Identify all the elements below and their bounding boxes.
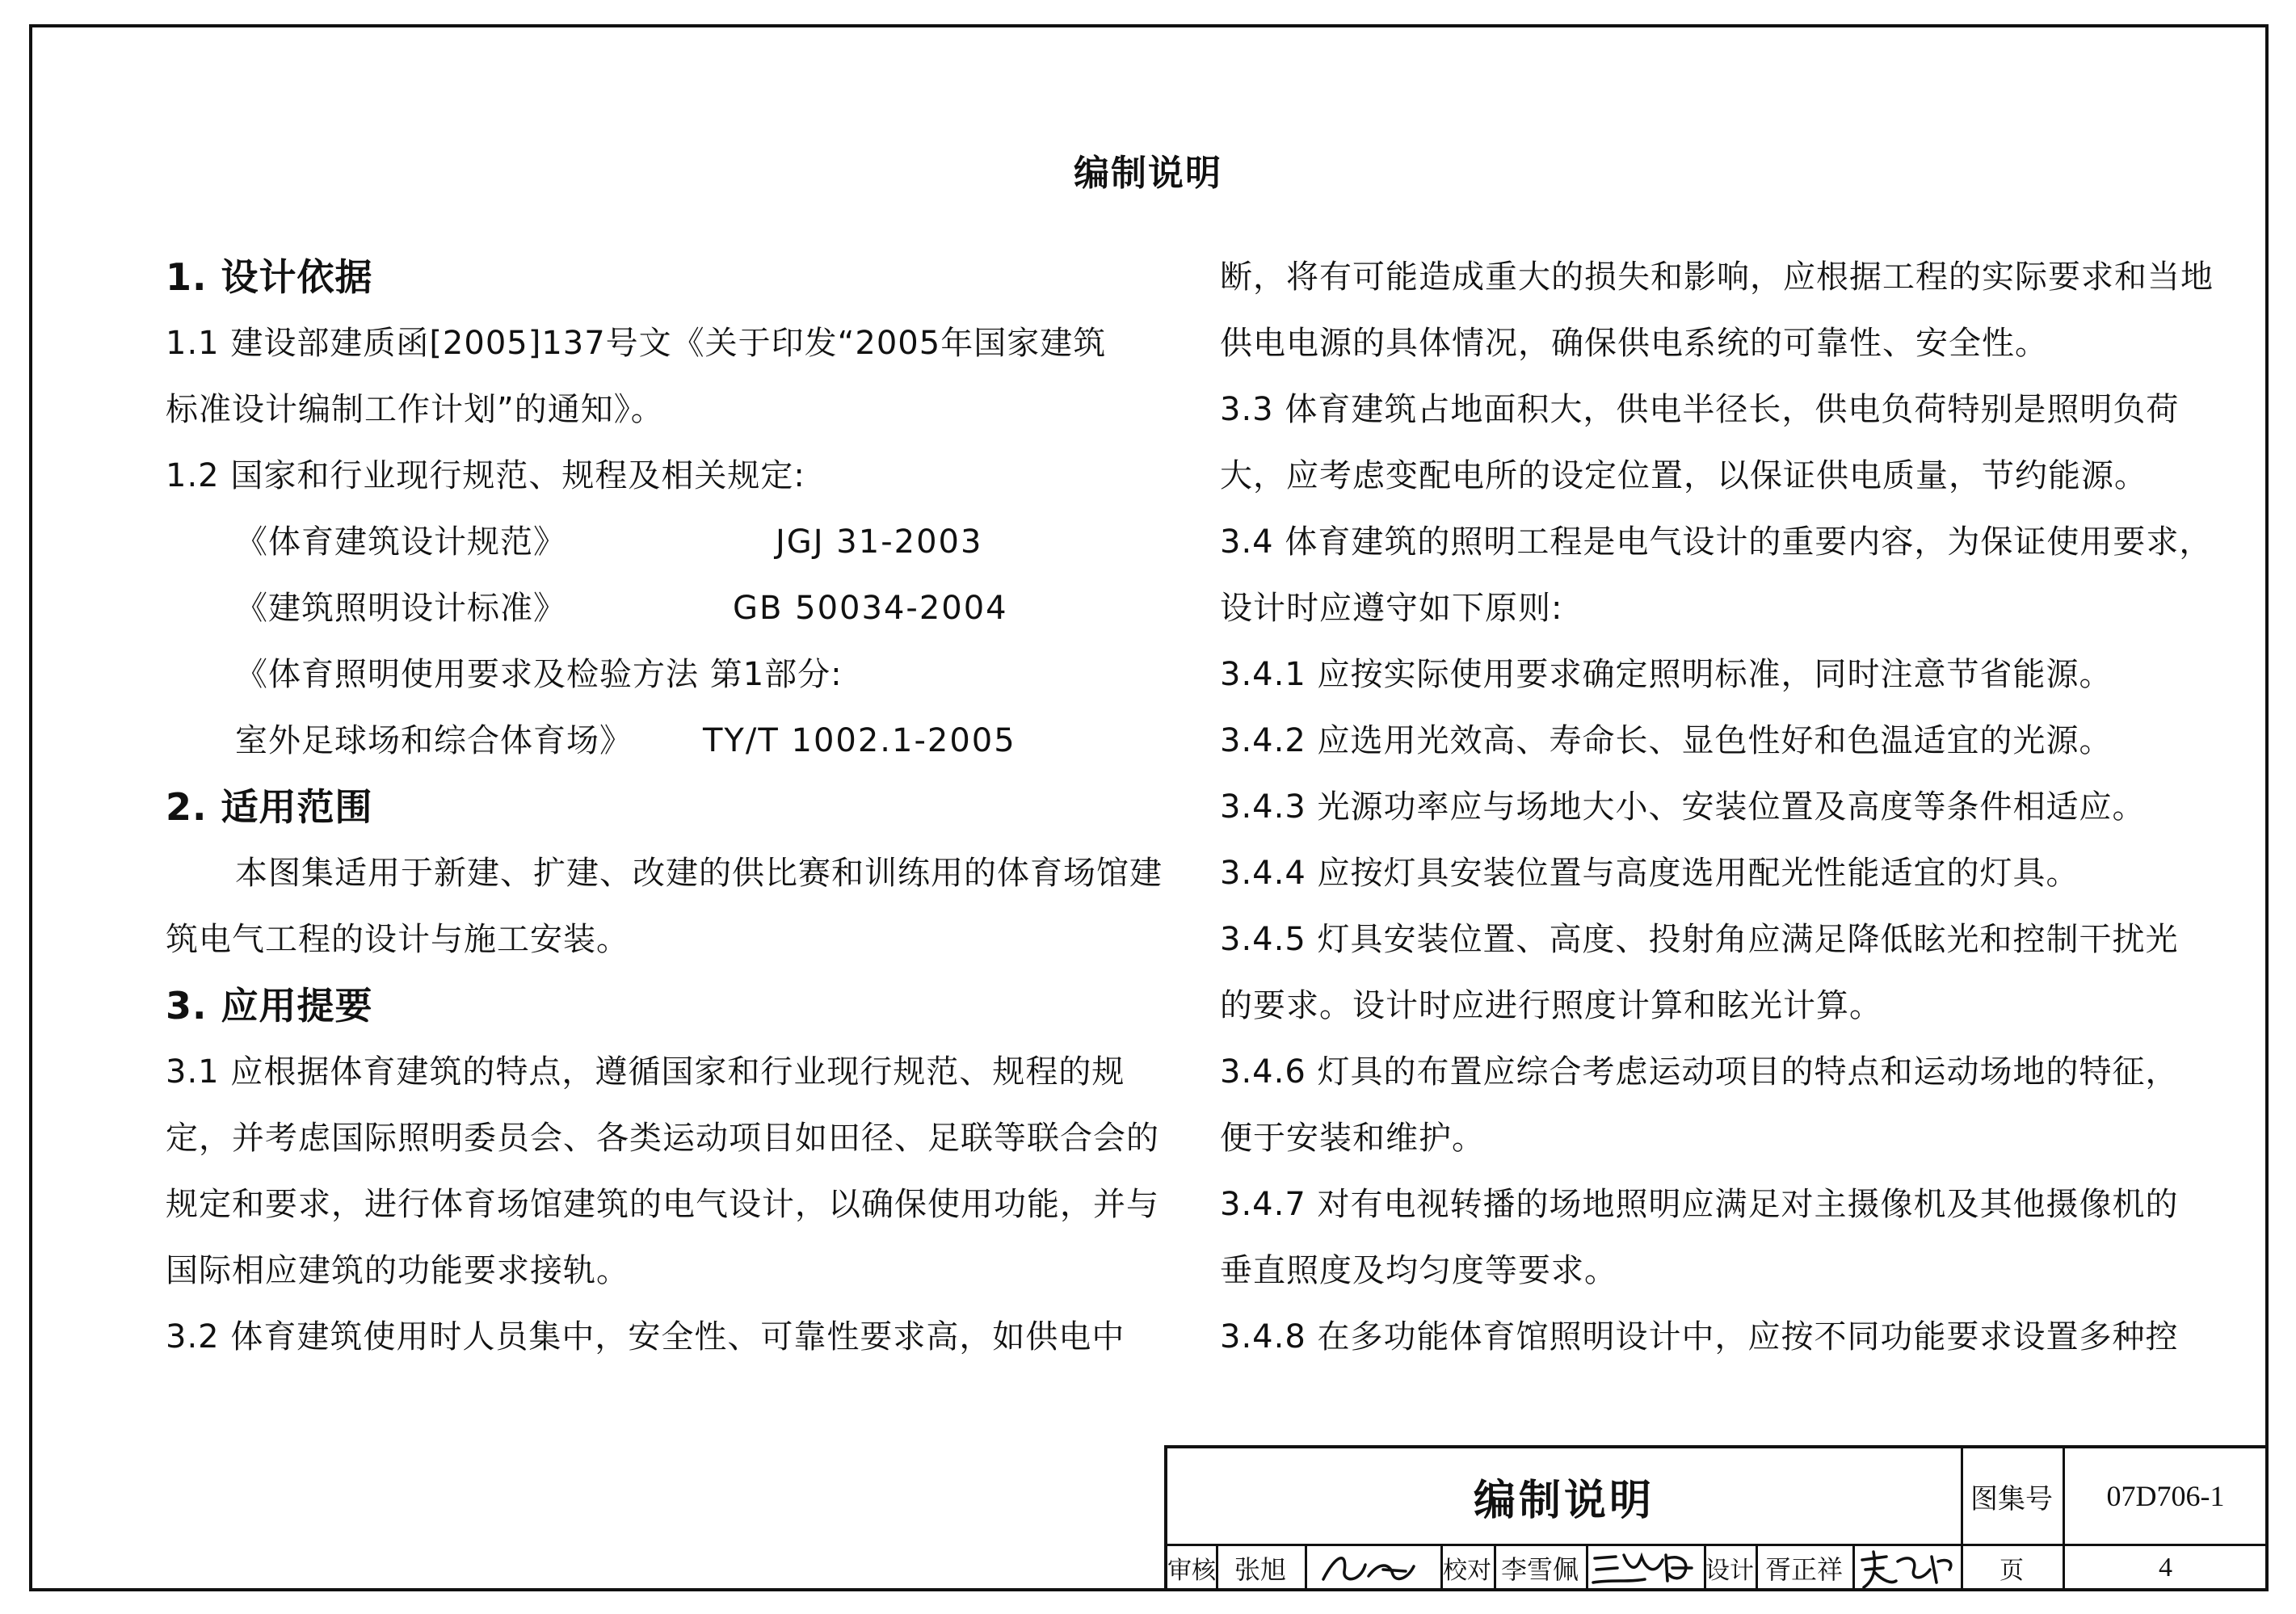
spec-name: 室外足球场和综合体育场》 bbox=[235, 722, 633, 759]
paragraph-line: 设计时应遵守如下原则: bbox=[1220, 590, 1563, 627]
paragraph-line: 3.4.7 对有电视转播的场地照明应满足对主摄像机及其他摄像机的 bbox=[1220, 1186, 2179, 1223]
spec-name: 《体育建筑设计规范》 bbox=[235, 523, 566, 561]
paragraph-line: 3.4.3 光源功率应与场地大小、安装位置及高度等条件相适应。 bbox=[1220, 788, 2146, 826]
paragraph-line: 供电电源的具体情况，确保供电系统的可靠性、安全性。 bbox=[1220, 325, 2048, 362]
paragraph-line: 的要求。设计时应进行照度计算和眩光计算。 bbox=[1220, 987, 1882, 1024]
spec-row bbox=[166, 509, 1087, 575]
section-1-heading: 1. 设计依据 bbox=[166, 255, 373, 299]
paragraph-line: 3.1 应根据体育建筑的特点，遵循国家和行业现行规范、规程的规 bbox=[166, 1053, 1125, 1091]
paragraph-line: 3.4.4 应按灯具安装位置与高度选用配光性能适宜的灯具。 bbox=[1220, 855, 2079, 892]
spec-code: TY/T 1002.1-2005 bbox=[703, 722, 1016, 759]
designer-name: 胥正祥 bbox=[1764, 1553, 1843, 1585]
paragraph-line: 本图集适用于新建、扩建、改建的供比赛和训练用的体育场馆建 bbox=[235, 855, 1163, 892]
paragraph-line: 断，将有可能造成重大的损失和影响，应根据工程的实际要求和当地 bbox=[1220, 258, 2214, 296]
spec-code: JGJ 31-2003 bbox=[776, 523, 983, 561]
paragraph-line: 3.3 体育建筑占地面积大，供电半径长，供电负荷特别是照明负荷 bbox=[1220, 391, 2180, 428]
paragraph-line: 1.2 国家和行业现行规范、规程及相关规定: bbox=[166, 457, 805, 494]
reviewer-name: 张旭 bbox=[1234, 1553, 1286, 1585]
check-label: 校对 bbox=[1443, 1556, 1491, 1585]
right-column bbox=[1220, 244, 2214, 1370]
paragraph-line: 3.4.8 在多功能体育馆照明设计中，应按不同功能要求设置多种控 bbox=[1220, 1318, 2179, 1356]
paragraph-line: 3.4.5 灯具安装位置、高度、投射角应满足降低眩光和控制干扰光 bbox=[1220, 921, 2179, 958]
spec-code: GB 50034-2004 bbox=[733, 590, 1008, 627]
section-2-heading: 2. 适用范围 bbox=[166, 785, 373, 829]
spec-name: 《体育照明使用要求及检验方法 第1部分: bbox=[235, 656, 843, 693]
checker-signature bbox=[1586, 1544, 1704, 1591]
paragraph-line: 筑电气工程的设计与施工安装。 bbox=[166, 921, 629, 958]
section-3-heading: 3. 应用提要 bbox=[166, 984, 373, 1028]
designer-signature bbox=[1852, 1544, 1961, 1591]
paragraph-line: 3.4.2 应选用光效高、寿命长、显色性好和色温适宜的光源。 bbox=[1220, 722, 2113, 759]
paragraph-line: 定，并考虑国际照明委员会、各类运动项目如田径、足联等联合会的 bbox=[166, 1120, 1159, 1157]
atlas-no-label: 图集号 bbox=[1970, 1482, 2053, 1515]
spec-row bbox=[166, 708, 1087, 774]
paragraph-line: 国际相应建筑的功能要求接轨。 bbox=[166, 1252, 629, 1289]
handwritten-signature bbox=[1312, 1547, 1433, 1589]
title-block bbox=[1164, 1445, 2265, 1588]
spec-name: 《建筑照明设计标准》 bbox=[235, 590, 566, 627]
page-title: 编制说明 bbox=[1074, 153, 1222, 194]
page-number: 4 bbox=[2159, 1552, 2172, 1582]
checker-name: 李雪佩 bbox=[1500, 1553, 1579, 1585]
paragraph-line: 垂直照度及均匀度等要求。 bbox=[1220, 1252, 1617, 1289]
reviewer-signature bbox=[1305, 1544, 1440, 1591]
paragraph-line: 大，应考虑变配电所的设定位置，以保证供电质量，节约能源。 bbox=[1220, 457, 2147, 494]
paragraph-line: 规定和要求，进行体育场馆建筑的电气设计，以确保使用功能，并与 bbox=[166, 1186, 1159, 1223]
paragraph-line: 便于安装和维护。 bbox=[1220, 1120, 1485, 1157]
review-label: 审核 bbox=[1167, 1556, 1216, 1585]
spec-row bbox=[166, 575, 1087, 641]
paragraph-line: 1.1 建设部建质函[2005]137号文《关于印发“2005年国家建筑 bbox=[166, 325, 1107, 362]
page-label: 页 bbox=[2000, 1556, 2024, 1585]
atlas-no: 07D706-1 bbox=[2106, 1480, 2225, 1512]
design-label: 设计 bbox=[1705, 1556, 1754, 1585]
handwritten-signature bbox=[1588, 1547, 1701, 1589]
drawing-title: 编制说明 bbox=[1473, 1476, 1655, 1525]
paragraph-line: 3.2 体育建筑使用时人员集中，安全性、可靠性要求高，如供电中 bbox=[166, 1318, 1125, 1356]
paragraph-line: 标准设计编制工作计划”的通知》。 bbox=[166, 391, 664, 428]
left-column bbox=[166, 244, 1163, 1370]
paragraph-line: 3.4.1 应按实际使用要求确定照明标准，同时注意节省能源。 bbox=[1220, 656, 2113, 693]
paragraph-line: 3.4.6 灯具的布置应综合考虑运动项目的特点和运动场地的特征， bbox=[1220, 1053, 2179, 1091]
handwritten-signature bbox=[1854, 1545, 1959, 1591]
paragraph-line: 3.4 体育建筑的照明工程是电气设计的重要内容，为保证使用要求， bbox=[1220, 523, 2213, 561]
